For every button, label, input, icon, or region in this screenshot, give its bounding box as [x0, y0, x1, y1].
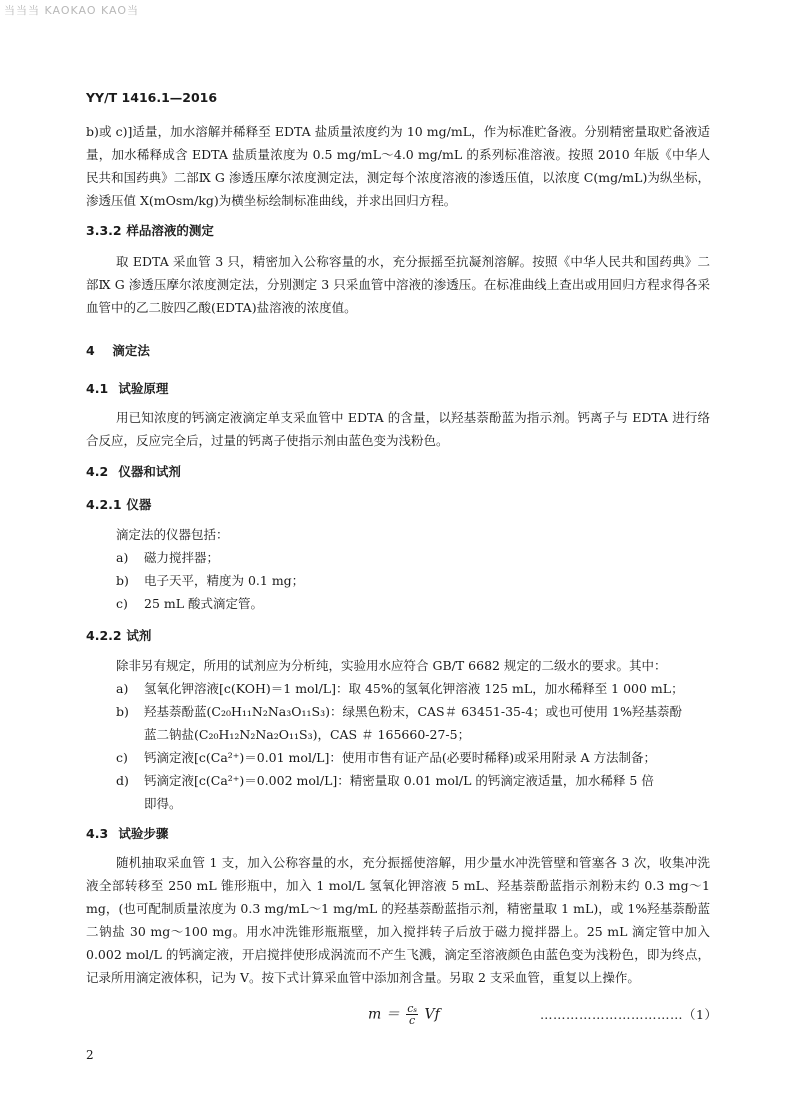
- section-number: 3.3.2: [86, 223, 122, 238]
- list-item: b) 电子天平，精度为 0.1 mg；: [116, 573, 305, 588]
- section-title: 仪器: [126, 497, 152, 512]
- watermark: 当当当 KAOKAO KAO当: [4, 4, 140, 17]
- section-number: 4.1: [86, 381, 109, 396]
- heading-4-1: [86, 379, 168, 397]
- list-item-continued: 即得。: [144, 796, 182, 811]
- list-item-continued: 蓝二钠盐(C₂₀H₁₂N₂Na₂O₁₁S₃)，CAS ＃ 165660-27-5；: [144, 727, 471, 742]
- section-number: 4: [86, 343, 95, 358]
- section-title: 滴定法: [112, 343, 150, 358]
- section-number: 4.2.1: [86, 497, 122, 512]
- heading-4-2: [86, 462, 181, 480]
- section-title: 试剂: [126, 628, 152, 643]
- list-item: c) 钙滴定液[c(Ca²⁺)＝0.01 mol/L]：使用市售有证产品(必要时稀释)或采用附录 A 方法制备；: [116, 750, 657, 765]
- paragraph-standard-solution: b)或 c)]适量，加水溶解并稀释至 EDTA 盐质量浓度约为 10 mg/mL，作为标准贮备液。分别精密量取贮备液适量，加水稀释成含 EDTA 盐质量浓度为 0.5 mg/mL～4.0 mg/mL 的系列标准溶液。按照 2010 年版《中华人民共和国药典》二部Ⅸ G 渗透压摩尔浓度测定法，测定每个浓度溶液的渗透压值，以浓度 C(mg/mL)为纵坐标，渗透压值 X(mOsm/kg)为横坐标绘制标准曲线，并求出回归方程。: [86, 124, 710, 208]
- page-number: 2: [86, 1048, 94, 1062]
- standard-number: YY/T 1416.1—2016: [86, 90, 218, 105]
- list-item: d) 钙滴定液[c(Ca²⁺)＝0.002 mol/L]：精密量取 0.01 mol/L 的钙滴定液适量，加水稀释 5 倍: [116, 773, 654, 788]
- fraction-numerator: cₛ: [407, 1002, 418, 1015]
- paragraph-reagents-intro: 除非另有规定，所用的试剂应为分析纯，实验用水应符合 GB/T 6682 规定的二级水的要求。其中：: [116, 658, 667, 673]
- formula-rhs: Vf: [424, 1006, 440, 1023]
- section-number: 4.2: [86, 464, 109, 479]
- heading-4: [86, 341, 150, 359]
- section-title: 试验原理: [118, 381, 169, 396]
- list-item: c) 25 mL 酸式滴定管。: [116, 596, 264, 611]
- list-item: a) 氢氧化钾溶液[c(KOH)＝1 mol/L]：取 45%的氢氧化钾溶液 125 mL，加水稀释至 1 000 mL；: [116, 681, 684, 696]
- fraction-denominator: c: [409, 1014, 416, 1027]
- list-item: b) 羟基萘酚蓝(C₂₀H₁₁N₂Na₃O₁₁S₃)：绿黑色粉末，CAS＃ 63451-35-4；或也可使用 1%羟基萘酚: [116, 704, 682, 719]
- paragraph-sample-measurement: 取 EDTA 采血管 3 只，精密加入公称容量的水，充分振摇至抗凝剂溶解。按照《中华人民共和国药典》二部Ⅸ G 渗透压摩尔浓度测定法，分别测定 3 只采血管中溶液的渗透压。在标准曲线上查出或用回归方程求得各采血管中的乙二胺四乙酸(EDTA)盐溶液的浓度值。: [86, 254, 710, 315]
- heading-4-3: [86, 824, 168, 842]
- section-title: 仪器和试剂: [118, 464, 181, 479]
- section-title: 试验步骤: [118, 826, 169, 841]
- paragraph-instruments-intro: 滴定法的仪器包括：: [116, 527, 229, 542]
- heading-4-2-2: [86, 626, 151, 644]
- list-item: a) 磁力搅拌器；: [116, 550, 220, 565]
- equation-number: ……………………………（1）: [540, 1007, 718, 1022]
- formula-fraction: [406, 1003, 418, 1026]
- heading-3-3-2: [86, 221, 214, 239]
- heading-4-2-1: [86, 495, 151, 513]
- section-title: 样品溶液的测定: [126, 223, 214, 238]
- paragraph-test-procedure: 随机抽取采血管 1 支，加入公称容量的水，充分振摇使溶解，用少量水冲洗管壁和管塞各 3 次，收集冲洗液全部转移至 250 mL 锥形瓶中，加入 1 mol/L 氢氧化钾溶液 5 mL、羟基萘酚蓝指示剂粉末约 0.3 mg～1 mg，(也可配制质量浓度为 0.3 mg/mL～1 mg/mL 的羟基萘酚蓝指示剂，精密量取 1 mL)，或 1%羟基萘酚蓝二钠盐 30 mg～100 mg。用水冲洗锥形瓶瓶壁，加入搅拌转子后放于磁力搅拌器上。25 mL 滴定管中加入 0.002 mol/L 的钙滴定液，开启搅拌使形成涡流而不产生飞溅，滴定至溶液颜色由蓝色变为浅粉色，即为终点，记录所用滴定液体积，记为 V。按下式计算采血管中添加剂含量。另取 2 支采血管，重复以上操作。: [86, 855, 710, 985]
- section-number: 4.2.2: [86, 628, 122, 643]
- formula: [368, 1003, 440, 1026]
- formula-lhs: m ＝: [368, 1006, 400, 1023]
- section-number: 4.3: [86, 826, 109, 841]
- paragraph-test-principle: 用已知浓度的钙滴定液滴定单支采血管中 EDTA 的含量，以羟基萘酚蓝为指示剂。钙离子与 EDTA 进行络合反应，反应完全后，过量的钙离子使指示剂由蓝色变为浅粉色。: [86, 410, 710, 448]
